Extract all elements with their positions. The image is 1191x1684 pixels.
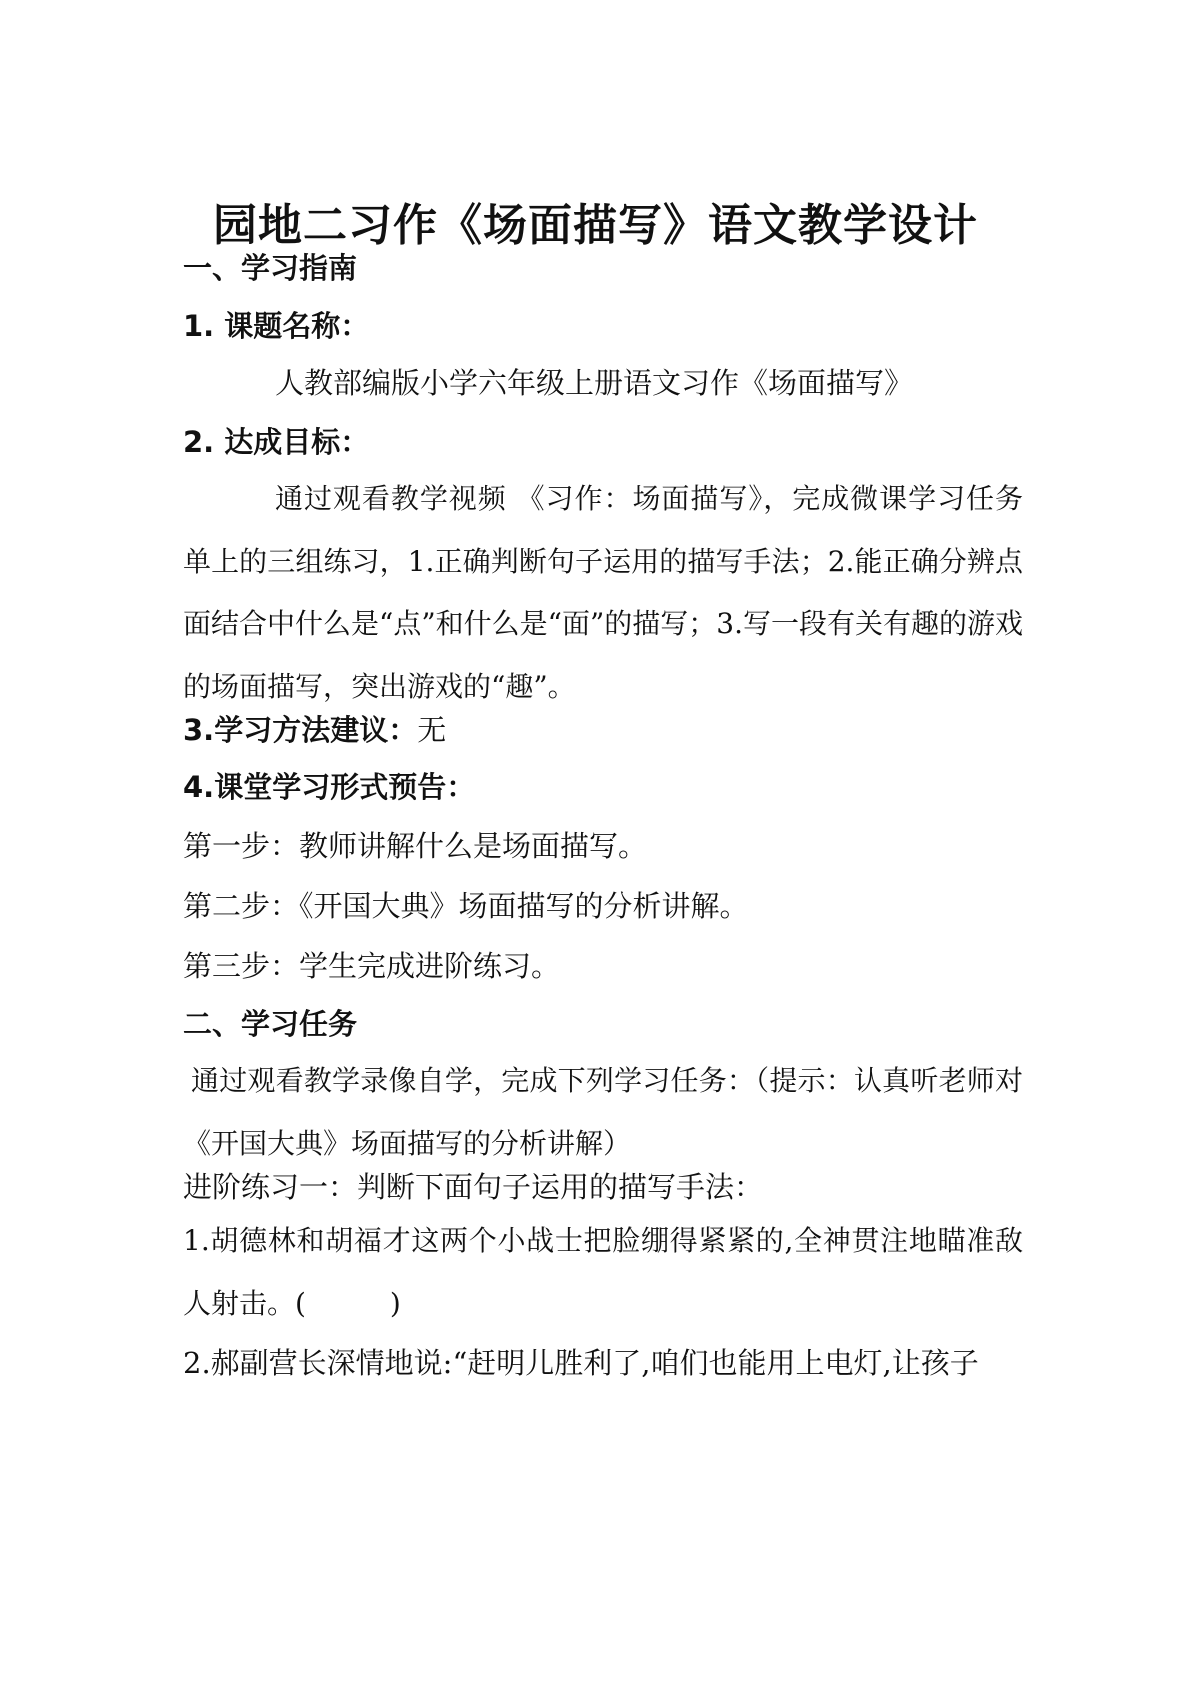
step-three: 第三步：学生完成进阶练习。: [183, 949, 561, 983]
section-heading-tasks: 二、学习任务: [183, 1007, 358, 1041]
exercise-one-title: 进阶练习一：判断下面句子运用的描写手法：: [183, 1170, 764, 1204]
tasks-intro: 通过观看教学录像自学，完成下列学习任务：（提示：认真听老师对《开国大典》场面描写的分析讲解）: [183, 1064, 1023, 1160]
item-method-value: 无: [417, 713, 447, 747]
question-two: 2.郝副营长深情地说:“赶明儿胜利了,咱们也能用上电灯,让孩子: [183, 1346, 979, 1380]
page-title: 园地二习作《场面描写》语文教学设计: [213, 200, 978, 251]
item-goal-label: 2. 达成目标：: [183, 425, 370, 459]
item-topic-text: 人教部编版小学六年级上册语文习作《场面描写》: [275, 366, 914, 400]
item-format-label: 4.课堂学习形式预告：: [183, 770, 476, 804]
section-heading-guide: 一、学习指南: [183, 251, 358, 285]
item-goal-text: 通过观看教学视频 《习作：场面描写》，完成微课学习任务单上的三组练习，1.正确判断句子运用的描写手法；2.能正确分辨点面结合中什么是“点”和什么是“面”的描写；3.写一段有关有趣的游戏的场面描写，突出游戏的“趣”。: [183, 482, 1023, 703]
item-topic-label: 1. 课题名称：: [183, 309, 370, 343]
step-one: 第一步：教师讲解什么是场面描写。: [183, 829, 648, 863]
question-one: 1.胡德林和胡福才这两个小战士把脸绷得紧紧的,全神贯注地瞄准敌人射击。( ): [183, 1224, 1023, 1320]
step-two: 第二步：《开国大典》场面描写的分析讲解。: [183, 889, 749, 923]
item-method-label: 3.学习方法建议：: [183, 713, 418, 747]
item-method: [183, 710, 1033, 750]
